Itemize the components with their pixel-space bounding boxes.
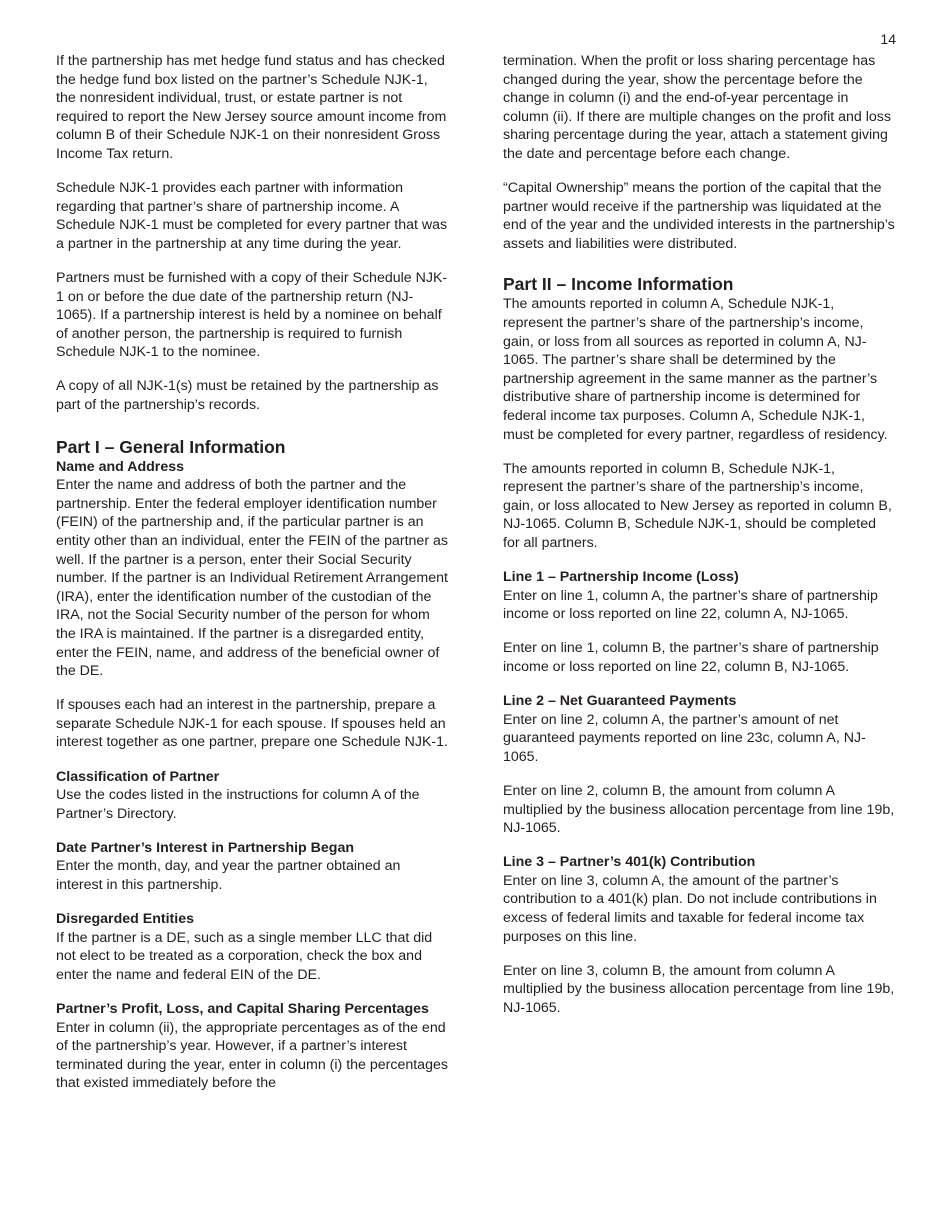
- furnish-copy-paragraph: Partners must be furnished with a copy of their Schedule NJK-1 on or before the due date of the partnership return (NJ-1065). If a partnership interest is held by a nominee on behalf of another person, the partnership is required to furnish Schedule NJK-1 to the nominee.: [56, 269, 448, 361]
- line1-column-a-text: Enter on line 1, column A, the partner’s share of partnership income or loss reported on line 22, column A, NJ-1065.: [503, 587, 878, 623]
- line1-heading: Line 1 – Partnership Income (Loss): [503, 569, 739, 586]
- name-address-section: [56, 458, 448, 681]
- spouses-paragraph: If spouses each had an interest in the partnership, prepare a separate Schedule NJK-1 for each spouse. If spouses held an interest together as one partner, prepare one Schedule NJK-1.: [56, 697, 448, 751]
- line3-section: [503, 853, 895, 946]
- date-interest-section: [56, 839, 448, 895]
- sharing-text: Enter in column (ii), the appropriate percentages as of the end of the partnership’s year. However, if a partner’s interest terminated during the year, enter in column (i) the percentages that existed immediately before the: [56, 1019, 448, 1092]
- name-address-text: Enter the name and address of both the partner and the partnership. Enter the federal employer identification number (FEIN) of the partnership and, if the particular partner is an entity other than an individual, enter the FEIN of the partner as well. If the partner is a person, enter their Social Security number. If the partner is an Individual Retirement Arrangement (IRA), enter the identification number of the custodian of the IRA, not the Social Security number of the person for whom the IRA is maintained. If the partner is a disregarded entity, enter the FEIN, name, and address of the beneficial owner of the DE.: [56, 477, 448, 680]
- column-a-paragraph: The amounts reported in column A, Schedule NJK-1, represent the partner’s share of the partnership’s income, gain, or loss from all sources as reported in column A, NJ-1065. The partner’s share shall be determined by the partnership agreement in the same manner as the partner’s distributive share of partnership income is determined for federal income tax purposes. Column A, Schedule NJK-1, must be completed for every partner, regardless of residency.: [503, 296, 888, 443]
- classification-section: [56, 768, 448, 824]
- sharing-heading: Partner’s Profit, Loss, and Capital Sharing Percentages: [56, 1000, 429, 1017]
- line2-column-b-text: Enter on line 2, column B, the amount from column A multiplied by the business allocation percentage from line 19b, NJ-1065.: [503, 783, 895, 837]
- retain-copy-paragraph: A copy of all NJK-1(s) must be retained by the partnership as part of the partnership’s records.: [56, 378, 439, 413]
- part1-heading: Part I – General Information: [56, 436, 286, 457]
- classification-text: Use the codes listed in the instructions for column A of the Partner’s Directory.: [56, 787, 420, 822]
- line3-heading: Line 3 – Partner’s 401(k) Contribution: [503, 854, 756, 871]
- date-interest-text: Enter the month, day, and year the partner obtained an interest in this partnership.: [56, 858, 401, 893]
- line2-heading: Line 2 – Net Guaranteed Payments: [503, 693, 737, 710]
- classification-heading: Classification of Partner: [56, 768, 220, 785]
- part2-heading: Part II – Income Information: [503, 274, 734, 295]
- disregarded-section: [56, 910, 448, 984]
- hedge-fund-paragraph: If the partnership has met hedge fund status and has checked the hedge fund box listed on the partner’s Schedule NJK-1, the nonresident individual, trust, or estate partner is not required to report the New Jersey source amount income from column B of their Schedule NJK-1 on their nonresident Gross Income Tax return.: [56, 53, 447, 162]
- name-address-heading: Name and Address: [56, 458, 184, 475]
- left-column: [56, 52, 448, 1108]
- line3-column-a-text: Enter on line 3, column A, the amount of the partner’s contribution to a 401(k) plan. Do not include contributions in excess of federal limits and taxable for federal income tax purposes on this line.: [503, 872, 877, 945]
- column-b-paragraph: The amounts reported in column B, Schedule NJK-1, represent the partner’s share of the partnership’s income, gain, or loss allocated to New Jersey as reported in column B, NJ-1065. Column B, Schedule NJK-1, should be completed for all partners.: [503, 460, 892, 552]
- njk1-info-paragraph: Schedule NJK-1 provides each partner with information regarding that partner’s share of partnership income. A Schedule NJK-1 must be completed for every partner that was a partner in the partnership at any time during the year.: [56, 180, 448, 252]
- line1-section: [503, 568, 895, 624]
- line2-column-a-text: Enter on line 2, column A, the partner’s amount of net guaranteed payments reported on line 23c, column A, NJ-1065.: [503, 711, 866, 765]
- right-column: [503, 52, 895, 1033]
- capital-ownership-paragraph: “Capital Ownership” means the portion of the capital that the partner would receive if the partnership was liquidated at the end of the year and the undivided interests in the partnership’s assets and liabilities were distributed.: [503, 180, 895, 252]
- line3-column-b-text: Enter on line 3, column B, the amount from column A multiplied by the business allocation percentage from line 19b, NJ-1065.: [503, 962, 895, 1016]
- disregarded-heading: Disregarded Entities: [56, 911, 194, 928]
- disregarded-text: If the partner is a DE, such as a single member LLC that did not elect to be treated as a corporation, check the box and enter the name and federal EIN of the DE.: [56, 929, 433, 983]
- sharing-continued-paragraph: termination. When the profit or loss sharing percentage has changed during the year, show the percentage before the change in column (i) and the end-of-year percentage in column (ii). If there are multiple changes on the profit and loss sharing percentage during the year, attach a statement giving the date and percentage before each change.: [503, 53, 891, 162]
- line2-section: [503, 692, 895, 766]
- sharing-section: [56, 1000, 448, 1093]
- line1-column-b-text: Enter on line 1, column B, the partner’s share of partnership income or loss reported on line 22, column B, NJ-1065.: [503, 640, 879, 676]
- date-interest-heading: Date Partner’s Interest in Partnership Began: [56, 839, 355, 856]
- page-number: 14: [880, 31, 896, 47]
